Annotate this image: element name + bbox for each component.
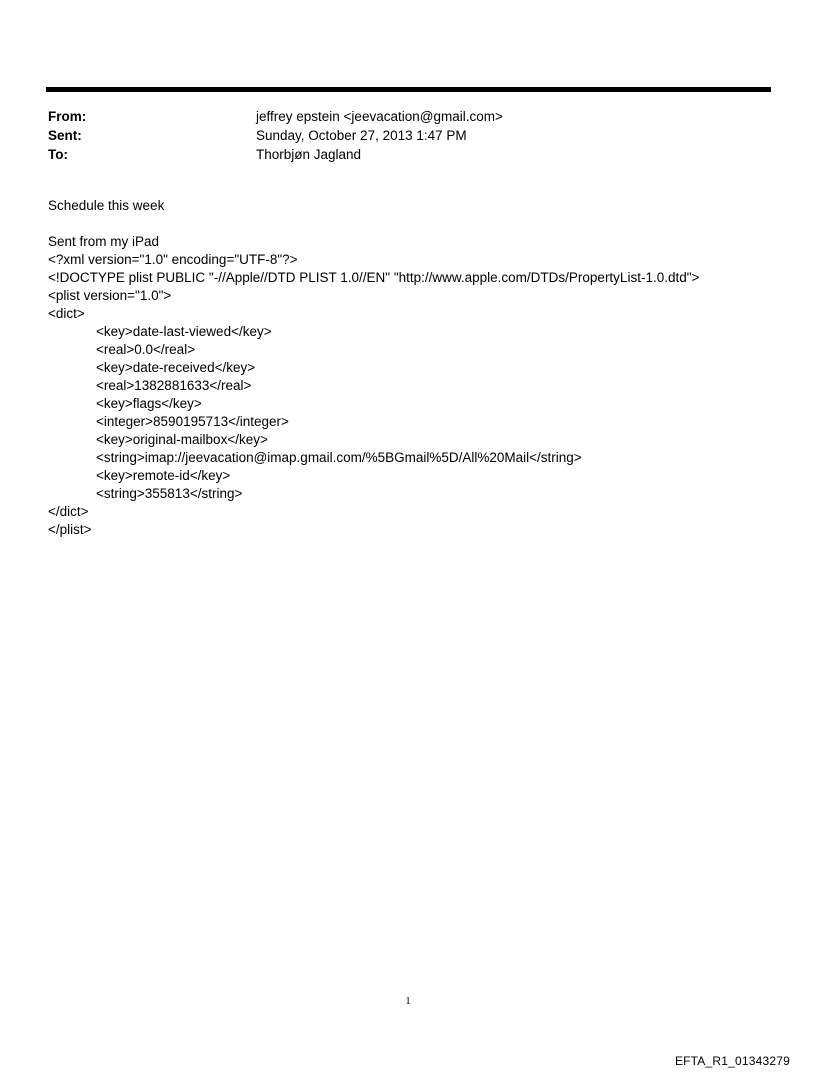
dict-line: <key>remote-id</key> xyxy=(96,468,231,483)
plist-close-tag: </plist> xyxy=(48,522,92,537)
email-body xyxy=(48,197,768,539)
from-value: jeffrey epstein <jeevacation@gmail.com> xyxy=(256,109,503,124)
to-value: Thorbjøn Jagland xyxy=(256,147,362,162)
dict-line: <string>355813</string> xyxy=(96,486,243,501)
dict-close-tag: </dict> xyxy=(48,504,89,519)
document-id: EFTA_R1_01343279 xyxy=(674,1054,790,1068)
dict-line: <real>1382881633</real> xyxy=(96,378,252,393)
message-text: Schedule this week xyxy=(48,198,165,213)
dict-line: <real>0.0</real> xyxy=(96,342,196,357)
sent-label: Sent: xyxy=(48,128,82,143)
sent-row xyxy=(48,126,748,145)
plist-open-tag: <plist version="1.0"> xyxy=(48,288,172,303)
to-row xyxy=(48,145,748,164)
dict-line: <key>flags</key> xyxy=(96,396,202,411)
dict-open-tag: <dict> xyxy=(48,306,85,321)
dict-line: <key>date-last-viewed</key> xyxy=(96,324,272,339)
doctype-line: <!DOCTYPE plist PUBLIC "-//Apple//DTD PLIST 1.0//EN" "http://www.apple.com/DTDs/PropertyList-1.0.dtd"> xyxy=(48,270,700,285)
from-row xyxy=(48,107,748,126)
dict-line: <integer>8590195713</integer> xyxy=(96,414,289,429)
page-number: 1 xyxy=(405,995,411,1007)
to-label: To: xyxy=(48,147,68,162)
signature-text: Sent from my iPad xyxy=(48,234,160,249)
dict-line: <key>original-mailbox</key> xyxy=(96,432,268,447)
email-header xyxy=(48,107,748,164)
dict-line: <key>date-received</key> xyxy=(96,360,256,375)
sent-value: Sunday, October 27, 2013 1:47 PM xyxy=(256,128,467,143)
blank-line xyxy=(48,215,768,233)
from-label: From: xyxy=(48,109,87,124)
header-divider xyxy=(46,87,771,92)
xml-declaration: <?xml version="1.0" encoding="UTF-8"?> xyxy=(48,252,298,267)
dict-line: <string>imap://jeevacation@imap.gmail.com/%5BGmail%5D/All%20Mail</string> xyxy=(96,450,582,465)
